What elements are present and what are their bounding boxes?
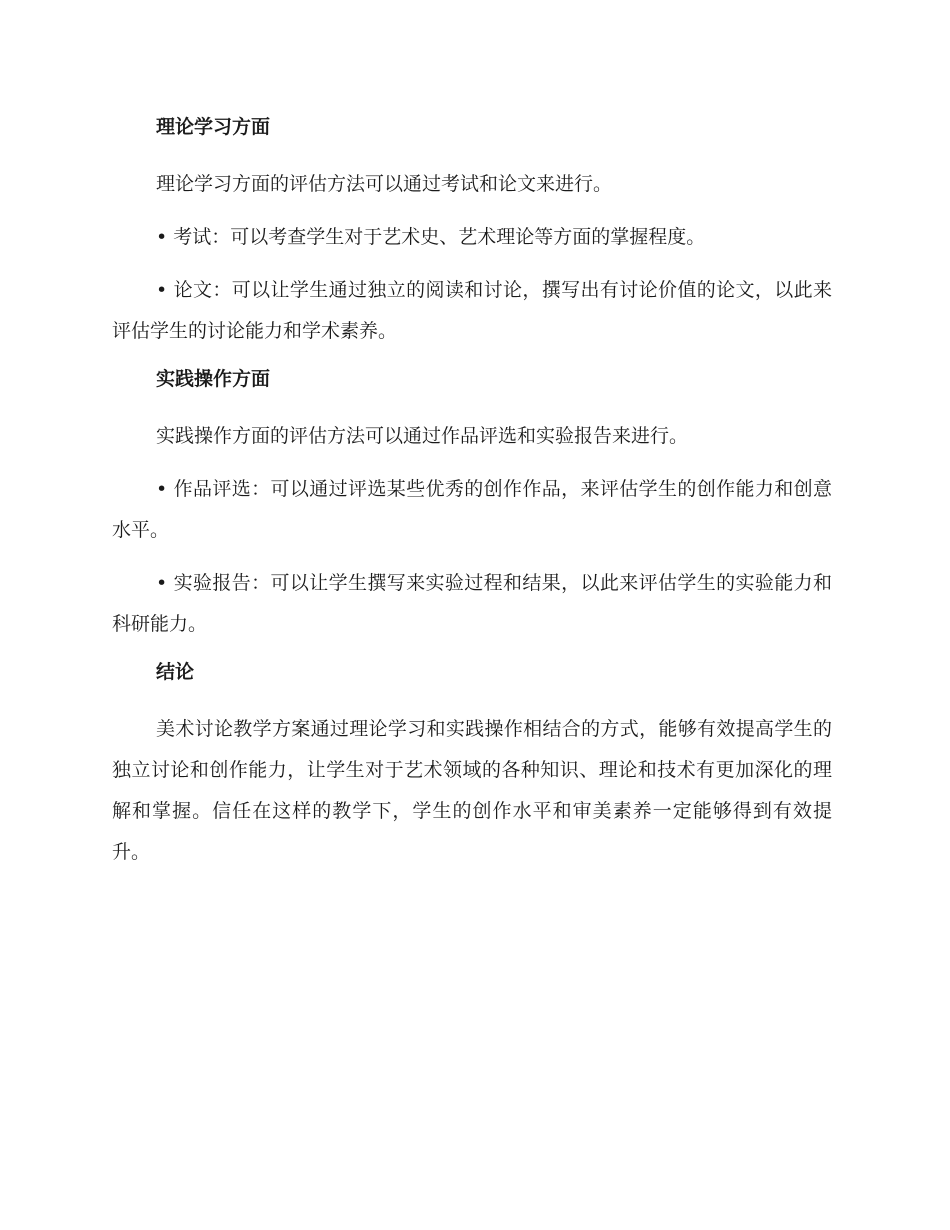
document-content [112, 112, 832, 885]
section-intro-practice: 实践操作方面的评估方法可以通过作品评选和实验报告来进行。 [156, 425, 689, 447]
bullet-work-selection: • 作品评选：可以通过评选某些优秀的创作作品，来评估学生的创作能力和创意水平。 [112, 478, 832, 541]
section-intro-theory: 理论学习方面的评估方法可以通过考试和论文来进行。 [156, 173, 613, 195]
bullet-thesis: • 论文：可以让学生通过独立的阅读和讨论，撰写出有讨论价值的论文，以此来评估学生的讨论能力和学术素养。 [112, 279, 832, 342]
bullet-exam: • 考试：可以考查学生对于艺术史、艺术理论等方面的掌握程度。 [156, 226, 706, 248]
conclusion-body: 美术讨论教学方案通过理论学习和实践操作相结合的方式，能够有效提高学生的独立讨论和创作能力，让学生对于艺术领域的各种知识、理论和技术有更加深化的理解和掌握。信任在这样的教学下，学生的创作水平和审美素养一定能够得到有效提升。 [112, 718, 832, 863]
section-heading-practice: 实践操作方面 [156, 368, 271, 390]
section-heading-theory: 理论学习方面 [156, 116, 271, 138]
bullet-lab-report: • 实验报告：可以让学生撰写来实验过程和结果，以此来评估学生的实验能力和科研能力。 [112, 572, 832, 635]
section-heading-conclusion: 结论 [156, 661, 195, 683]
